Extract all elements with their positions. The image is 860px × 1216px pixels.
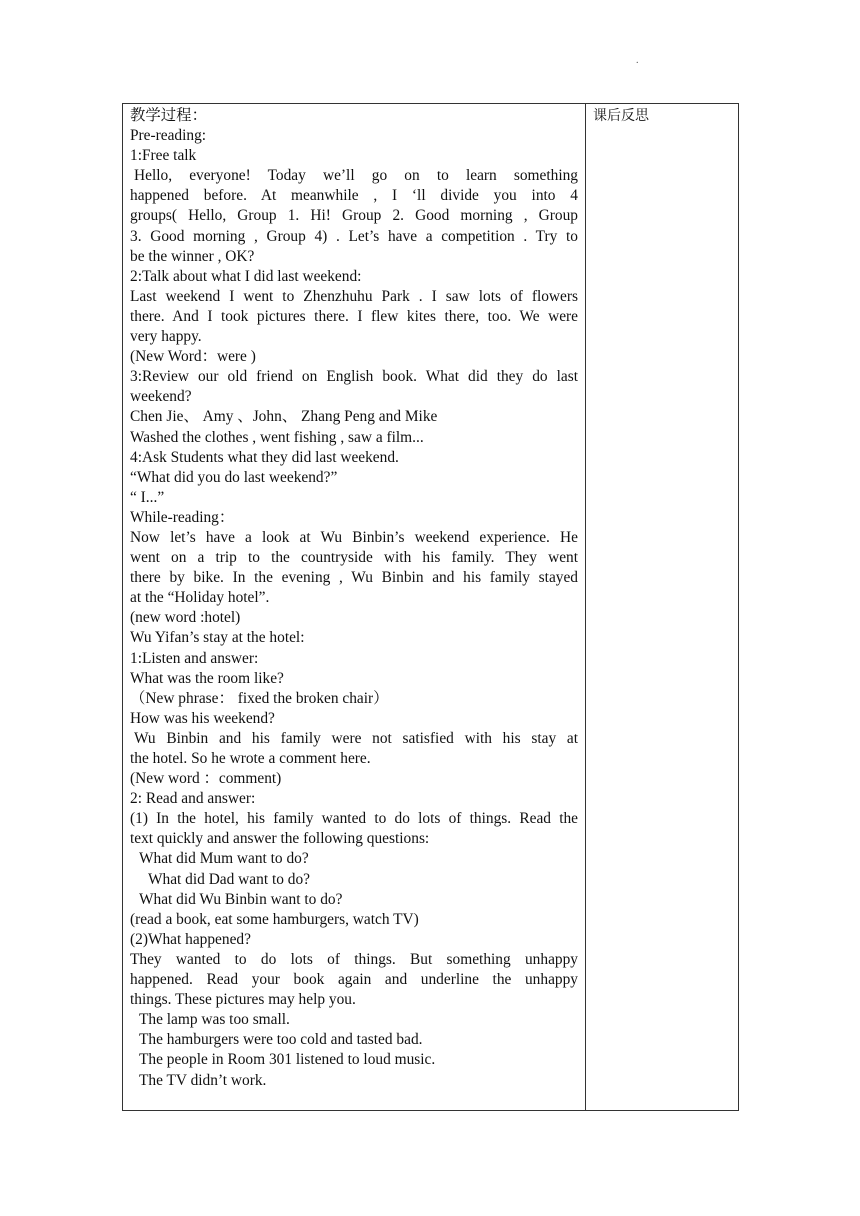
text-line: went on a trip to the countryside with his family. They went (130, 549, 578, 567)
lesson-plan-table (122, 103, 739, 1111)
text-line: Pre-reading: (130, 127, 207, 145)
reflection-cell (586, 104, 739, 1111)
text-line: What did Mum want to do? (139, 850, 309, 868)
text-line: (New word ：comment) (130, 770, 282, 788)
text-line: 4:Ask Students what they did last weekend. (130, 448, 399, 466)
text-line: What was the room like? (130, 669, 284, 687)
teaching-process-text (130, 106, 578, 1091)
text-line: there. And I took pictures there. I flew kites there, too. We were (130, 307, 578, 325)
text-line: 教学过程： (130, 107, 207, 124)
text-line: text quickly and answer the following questions: (130, 830, 430, 848)
text-line: 3:Review our old friend on English book. What did they do last (130, 368, 578, 386)
teaching-process-cell (123, 104, 586, 1111)
text-line: The TV didn’t work. (139, 1071, 267, 1089)
corner-mark: . (636, 55, 639, 66)
text-line: (new word :hotel) (130, 609, 241, 627)
text-line: weekend? (130, 388, 192, 406)
text-line: How was his weekend? (130, 709, 275, 727)
text-line: Wu Yifan’s stay at the hotel: (130, 629, 305, 647)
text-line: Last weekend I went to Zhenzhuhu Park . I saw lots of flowers (130, 287, 578, 305)
text-line: (2)What happened? (130, 930, 251, 948)
text-line: Washed the clothes , went fishing , saw a film... (130, 428, 424, 446)
text-line: The hamburgers were too cold and tasted bad. (139, 1031, 423, 1049)
text-line: Wu Binbin and his family were not satisfied with his stay at (134, 729, 578, 747)
text-line: 3. Good morning , Group 4) . Let’s have a competition . Try to (130, 227, 578, 245)
text-line: Hello, everyone! Today we’ll go on to learn something (134, 167, 578, 185)
text-line: the hotel. So he wrote a comment here. (130, 750, 371, 767)
reflection-header: 课后反思 (593, 108, 649, 124)
text-line: Chen Jie、 Amy 、John、 Zhang Peng and Mike (130, 408, 438, 426)
text-line: (1) In the hotel, his family wanted to do lots of things. Read the (130, 810, 578, 828)
text-line: things. These pictures may help you. (130, 991, 356, 1009)
text-line: 1:Free talk (130, 147, 197, 165)
text-line: “What did you do last weekend?” (130, 468, 338, 486)
text-line: The lamp was too small. (139, 1011, 290, 1029)
text-line: 2:Talk about what I did last weekend: (130, 267, 362, 285)
text-line: What did Wu Binbin want to do? (139, 890, 343, 908)
text-line: The people in Room 301 listened to loud music. (139, 1051, 436, 1069)
text-line: （New phrase： fixed the broken chair） (130, 689, 389, 707)
text-line: happened. Read your book again and underline the unhappy (130, 971, 578, 989)
text-line: (read a book, eat some hamburgers, watch TV) (130, 910, 419, 928)
text-line: there by bike. In the evening , Wu Binbin and his family stayed (130, 569, 578, 587)
text-line: 1:Listen and answer: (130, 649, 259, 667)
text-line: be the winner , OK? (130, 247, 255, 265)
text-line: (New Word：were ) (130, 348, 256, 366)
text-line: What did Dad want to do? (148, 870, 310, 888)
text-line: Now let’s have a look at Wu Binbin’s weekend experience. He (130, 528, 578, 546)
text-line: They wanted to do lots of things. But something unhappy (130, 950, 578, 968)
table-row (123, 104, 739, 1111)
text-line: groups( Hello, Group 1. Hi! Group 2. Good morning , Group (130, 207, 578, 225)
text-line: at the “Holiday hotel”. (130, 589, 270, 607)
text-line: “ I...” (130, 488, 165, 506)
text-line: While-reading： (130, 508, 235, 526)
text-line: happened before. At meanwhile , I ‘ll divide you into 4 (130, 187, 578, 205)
text-line: 2: Read and answer: (130, 790, 256, 808)
text-line: very happy. (130, 328, 202, 346)
